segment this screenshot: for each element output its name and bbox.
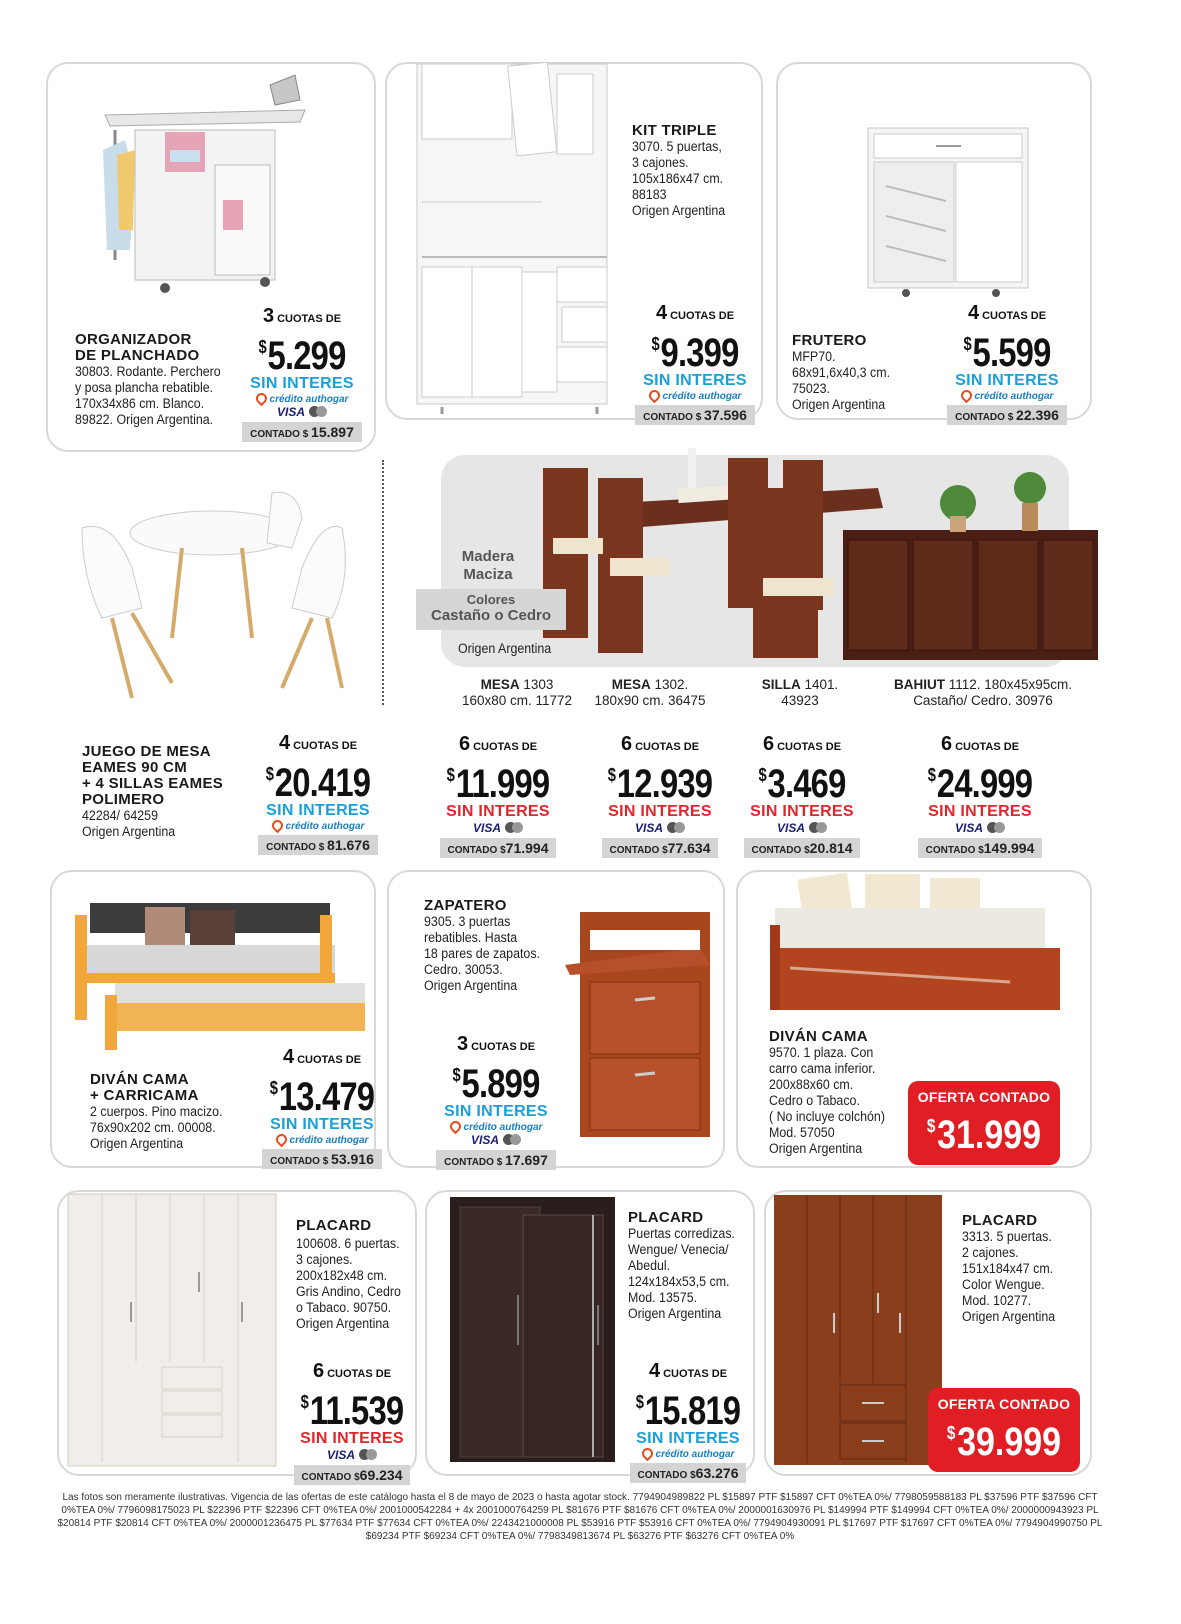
placard-3-photo [772,1193,947,1469]
placard-2-photo [448,1195,618,1467]
placard-3-desc: 3313. 5 puertas. 2 cajones. 151x184x47 cm. Color Wengue. Mod. 10277. Origen Argentina [962,1229,1056,1324]
juego-mesa-desc: 42284/ 64259 Origen Argentina [82,808,176,839]
divan-carricama-desc: 2 cuerpos. Pino macizo. 76x90x202 cm. 00008. Origen Argentina [90,1104,223,1151]
mastercard-icon [359,1449,377,1460]
price-amount: $9.399 [651,331,739,375]
cuotas-label: 6 CUOTAS DE [620,733,700,755]
kit-triple-desc: 3070. 5 puertas, 3 cajones. 105x186x47 cm. 88183 Origen Argentina [632,139,726,218]
organizador-title: ORGANIZADOR DE PLANCHADO [75,331,200,364]
card-logos: VISA [426,1133,566,1147]
legal-disclaimer: Las fotos son meramente ilustrativas. Vigencia de las ofertas de este catálogo hasta el 8 de mayo de 2023 o hasta agotar stock. 7794904989822 PL $15897 PTF $15897 CFT 0%TEA 0%/ 7798059588183 PL $37596 PTF $37596 CFT 0%TEA 0%/ 7796098175023 PL $22396 PTF $22396 CFT 0%TEA 0%/ 2001000542284 + 4x 2001000764259 PL $81676 PTF $81676 CFT 0%TEA 0%/ 2000001630976 PL $149994 PTF $149994 CFT 0%TEA 0%/ 2000000943923 PL $20814 PTF $20814 CFT 0%TEA 0%/ 2000001236475 PL $77634 PTF $77634 CFT 0%TEA 0%/ 2243421000008 PL $53916 PTF $53916 CFT 0%TEA 0%/ 7794904930091 PL $17697 PTF $17697 CFT 0%TEA 0%/ 7794904990750 PL $69234 PTF $69234 CFT 0%TEA 0%/ 7798349813674 PL $63276 PTF $63276 CFT 0%TEA 0% [57,1492,1103,1542]
location-pin-icon [269,818,285,834]
sin-interes-label: SIN INTERES [608,803,712,820]
sin-interes-label: SIN INTERES [446,803,550,820]
zapatero-desc: 9305. 3 puertas rebatibles. Hasta 18 pares de zapatos. Cedro. 30053. Origen Argentina [424,914,541,993]
location-pin-icon [646,388,662,404]
contado-badge: CONTADO $ 53.916 [262,1149,382,1169]
divan-cama-title: DIVÁN CAMA [769,1028,868,1045]
price-amount: $5.599 [963,331,1051,375]
sin-interes-label: SIN INTERES [928,803,1032,820]
organizador-desc: 30803. Rodante. Perchero y posa plancha rebatible. 170x34x86 cm. Blanco. 89822. Origen Argentina. [75,364,221,427]
location-pin-icon [253,391,269,407]
cuotas-label: 3 CUOTAS DE [262,305,342,327]
placard-2-price [618,1360,758,1483]
placard-2-title: PLACARD [628,1209,704,1226]
divan-carricama-photo [75,895,370,1055]
placard-1-photo [66,1192,281,1472]
cuotas-label: 4 CUOTAS DE [967,302,1047,324]
cuotas-label: 6 CUOTAS DE [762,733,842,755]
contado-badge: CONTADO $71.994 [440,838,557,858]
frutero-desc: MFP70. 68x91,6x40,3 cm. 75023. Origen Argentina [792,349,891,412]
frutero-price [937,302,1077,425]
sin-interes-label: SIN INTERES [643,372,747,389]
cuotas-label: 4 CUOTAS DE [282,1046,362,1068]
mesa-1303-price [428,733,568,858]
contado-badge: CONTADO $ 17.697 [436,1150,556,1170]
sin-interes-label: SIN INTERES [250,375,354,392]
card-logos: VISA [282,1448,422,1462]
location-pin-icon [958,388,974,404]
cuotas-label: 6 CUOTAS DE [312,1360,392,1382]
price-amount: $24.999 [927,762,1033,806]
mastercard-icon [309,406,327,417]
mastercard-icon [505,822,523,833]
organizador-photo [95,60,310,295]
divan-cama-desc: 9570. 1 plaza. Con carro cama inferior. 200x88x60 cm. Cedro o Tabaco. ( No incluye colchón) Mod. 57050 Origen Argentina [769,1045,885,1156]
madera-maciza-label: Madera Maciza [461,548,515,583]
juego-mesa-photo [72,488,362,708]
sin-interes-label: SIN INTERES [636,1430,740,1447]
card-logos: VISA [910,821,1050,835]
sin-interes-label: SIN INTERES [444,1103,548,1120]
cuotas-label: 4 CUOTAS DE [655,302,735,324]
credito-authogar-logo: crédito authogar [232,393,372,405]
location-pin-icon [639,1446,655,1462]
kit-triple-price [625,302,765,425]
juego-mesa-price [248,732,388,855]
cuotas-label: 4 CUOTAS DE [648,1360,728,1382]
placard-3-oferta-badge: OFERTA CONTADO $39.999 [928,1388,1080,1472]
price-amount: $11.539 [300,1389,404,1433]
contado-badge: CONTADO $20.814 [744,838,861,858]
zapatero-photo [560,910,720,1140]
contado-badge: CONTADO $63.276 [630,1463,747,1483]
colores-label: Colores Castaño o Cedro [416,589,566,630]
contado-badge: CONTADO $77.634 [602,838,719,858]
bahiut-label: BAHIUT 1112. 180x45x95cm. Castaño/ Cedro. 30976 [893,677,1073,708]
divan-carricama-title: DIVÁN CAMA + CARRICAMA [90,1071,199,1104]
sin-interes-label: SIN INTERES [955,372,1059,389]
frutero-photo [866,126,1036,298]
mesa-1303-label: MESA 1303 160x80 cm. 11772 [461,677,573,708]
organizador-price [232,305,372,442]
juego-mesa-title: JUEGO DE MESA EAMES 90 CM + 4 SILLAS EAMES POLIMERO [82,743,224,808]
placard-1-title: PLACARD [296,1217,372,1234]
price-amount: $3.469 [758,762,846,806]
kit-triple-title: KIT TRIPLE [632,122,717,139]
cuotas-label: 3 CUOTAS DE [456,1033,536,1055]
contado-badge: CONTADO $ 22.396 [947,405,1067,425]
credito-authogar-logo: crédito authogar [937,390,1077,402]
credito-authogar-logo: crédito authogar [248,820,388,832]
mesa-1302-price [590,733,730,858]
price-amount: $15.819 [635,1389,741,1433]
bahiut-price [910,733,1050,858]
mastercard-icon [667,822,685,833]
kit-triple-photo [412,62,612,417]
oferta-amount: $39.999 [946,1420,1062,1464]
sin-interes-label: SIN INTERES [300,1430,404,1447]
cuotas-label: 4 CUOTAS DE [278,732,358,754]
location-pin-icon [447,1119,463,1135]
price-amount: $12.939 [607,762,713,806]
placard-2-desc: Puertas corredizas. Wengue/ Venecia/ Abedul. 124x184x53,5 cm. Mod. 13575. Origen Argentina [628,1226,736,1321]
mastercard-icon [809,822,827,833]
card-logos: VISA [590,821,730,835]
divan-cama-oferta-badge: OFERTA CONTADO $31.999 [908,1081,1060,1165]
frutero-title: FRUTERO [792,332,867,349]
contado-badge: CONTADO $ 15.897 [242,422,362,442]
comedor-photo [538,448,1100,668]
price-amount: $11.999 [446,762,550,806]
credito-authogar-logo: crédito authogar [618,1448,758,1460]
placard-3-title: PLACARD [962,1212,1038,1229]
vertical-divider [382,460,384,705]
madera-origen: Origen Argentina [458,641,552,656]
placard-1-price [282,1360,422,1485]
card-logos: VISA [428,821,568,835]
credito-authogar-logo: crédito authogar [252,1134,392,1146]
credito-authogar-logo: crédito authogar [426,1121,566,1133]
contado-badge: CONTADO $69.234 [294,1465,411,1485]
price-amount: $5.299 [258,334,346,378]
sin-interes-label: SIN INTERES [266,802,370,819]
placard-1-desc: 100608. 6 puertas. 3 cajones. 200x182x48 cm. Gris Andino, Cedro o Tabaco. 90750. Origen Argentina [296,1236,401,1331]
mastercard-icon [987,822,1005,833]
card-logos: VISA [232,405,372,419]
price-amount: $20.419 [265,761,371,805]
price-amount: $13.479 [269,1075,375,1119]
sin-interes-label: SIN INTERES [270,1116,374,1133]
card-logos: VISA [732,821,872,835]
cuotas-label: 6 CUOTAS DE [940,733,1020,755]
contado-badge: CONTADO $ 37.596 [635,405,755,425]
divan-cama-photo [770,870,1070,1015]
divan-carricama-price [252,1046,392,1169]
zapatero-title: ZAPATERO [424,897,507,914]
price-amount: $5.899 [452,1062,540,1106]
contado-badge: CONTADO $149.994 [918,838,1043,858]
contado-badge: CONTADO $ 81.676 [258,835,378,855]
silla-1401-price [732,733,872,858]
oferta-amount: $31.999 [926,1113,1042,1157]
mesa-1302-label: MESA 1302. 180x90 cm. 36475 [594,677,706,708]
cuotas-label: 6 CUOTAS DE [458,733,538,755]
credito-authogar-logo: crédito authogar [625,390,765,402]
sin-interes-label: SIN INTERES [750,803,854,820]
zapatero-price [426,1033,566,1170]
silla-1401-label: SILLA 1401. 43923 [761,677,839,708]
location-pin-icon [273,1132,289,1148]
mastercard-icon [503,1134,521,1145]
